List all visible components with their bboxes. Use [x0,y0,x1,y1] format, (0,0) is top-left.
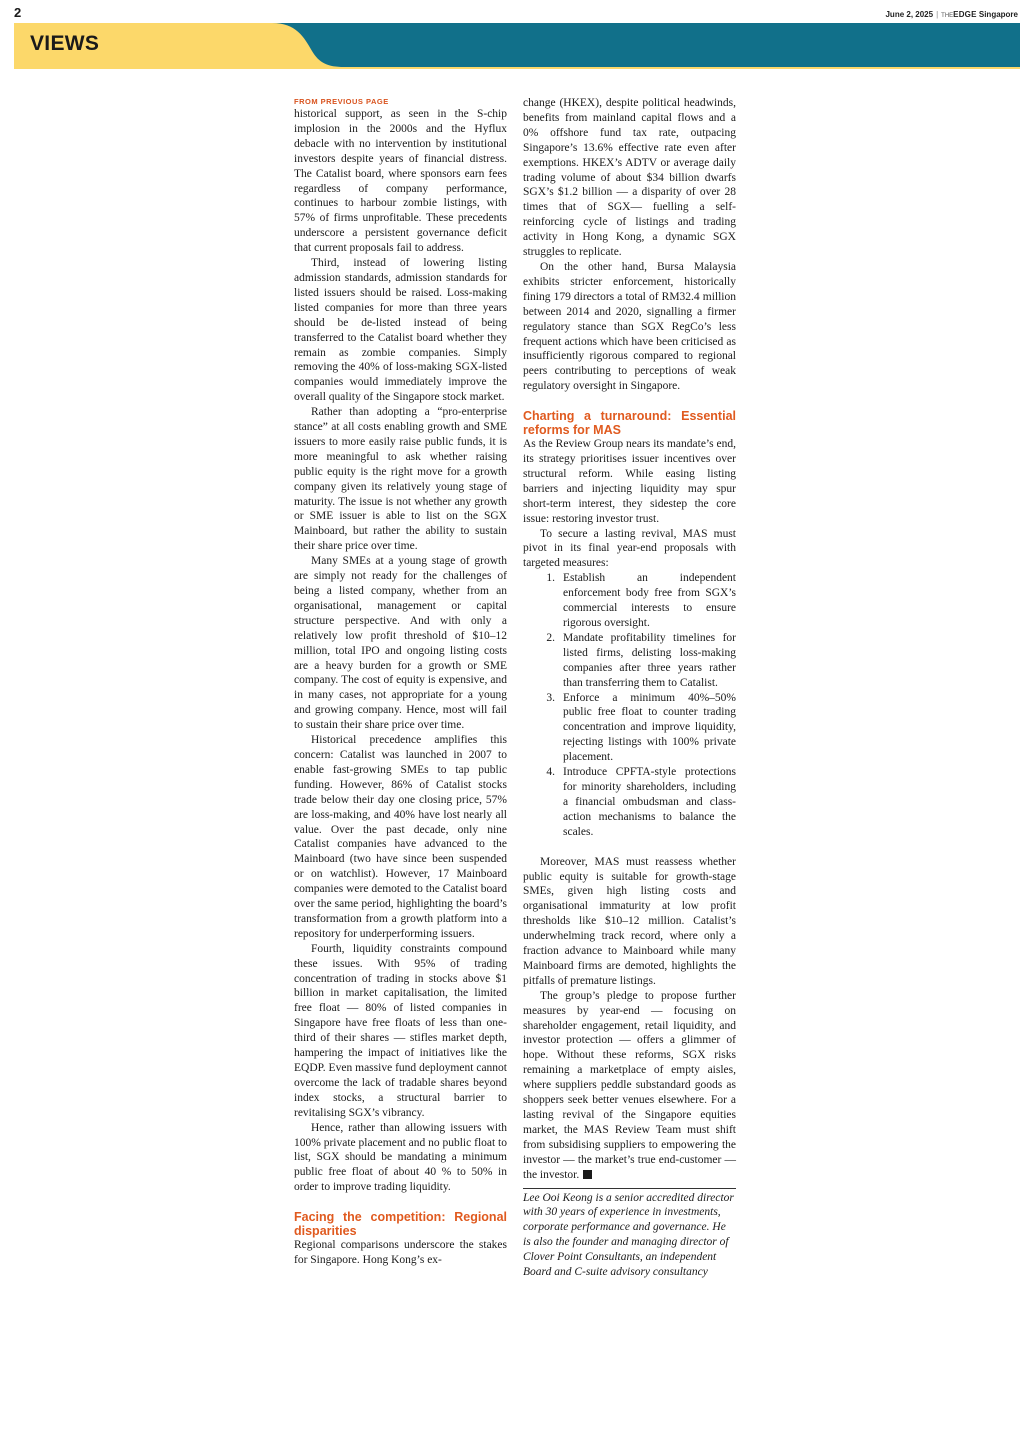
list-text: Enforce a minimum 40%–50% public free float to counter trading concentration and improve liquidity, rejecting listings with 100% private placement. [563,691,736,764]
subhead-turnaround: Charting a turnaround: Essential reforms for MAS [523,409,736,438]
paragraph: Fourth, liquidity constraints compound these issues. With 95% of trading concentration of trading in stocks above $1 billion in market capitalisation, the limited free float — 80% of listed companies in Singapore have free floats of less than one-third of their shares — stifles market depth, hampering the impact of initiatives like the EQDP. Even massive fund deployment cannot overcome the lack of tradable shares beyond index stocks, a structural barrier to revitalising SGX’s vibrancy. [294,942,507,1119]
author-bio: Lee Ooi Keong is a senior accredited director with 30 years of experience in investments, corporate performance and governance. He is also the founder and managing director of Clover Point Consultants, an independent Board and C-suite advisory consultancy [523,1191,734,1279]
paragraph: On the other hand, Bursa Malaysia exhibits stricter enforcement, historically fining 179 directors a total of RM32.4 million between 2014 and 2020, signalling a firmer regulatory stance than SGX RegCo’s less frequent actions which have been criticised as insufficiently rigorous compared to regional peers contributing to perceptions of weak regulatory oversight in Singapore. [523,260,736,393]
list-item [523,631,736,691]
paragraph: Historical precedence amplifies this concern: Catalist was launched in 2007 to enable fast-growing SMEs to tap public funding. However, 86% of Catalist stocks trade below their day one closing price, 57% are loss-making, and 40% have lost nearly all value. Over the past decade, only nine Catalist companies have advanced to the Mainboard (two have since been suspended or on watchlist). However, 17 Mainboard companies were demoted to the Catalist board over the same period, highlighting the board’s transformation from a growth platform into a repository for underperforming issuers. [294,734,507,940]
paragraph: change (HKEX), despite political headwinds, benefits from mainland capital flows and a 0% offshore fund tax rate, outpacing Singapore’s 13.6% effective rate even after exemptions. HKEX’s ADTV or average daily trading volume of about $34 billion dwarfs SGX’s $1.2 billion — a disparity of over 28 times that of SGX— fuelling a self-reinforcing cycle of listings and trading activity in Hong Kong, a dynamic SGX struggles to replicate. [523,97,736,259]
paragraph: Third, instead of lowering listing admission standards, admission standards for listed issuers should be raised. Loss-making listed companies for more than three years should be de-listed instead of being transferred to the Catalist board whether they remain as zombie companies. Simply removing the 40% of loss-making SGX-listed companies would immediately improve the overall quality of the Singapore stock market. [294,257,507,404]
issue-date: June 2, 2025 [885,10,934,19]
paragraph: Regional comparisons underscore the stakes for Singapore. Hong Kong’s ex- [294,1239,507,1267]
list-text: Mandate profitability timelines for listed firms, delisting loss-making companies after three years rather than transferring them to Catalist. [563,631,736,689]
page-number: 2 [14,5,22,20]
bio-divider [523,1188,736,1280]
paragraph: Moreover, MAS must reassess whether public equity is suitable for growth-stage SMEs, given high listing costs and organisational immaturity at low profit thresholds like $10–12 million. Catalist’s underwhelming track record, where only a fraction advance to Mainboard while many Mainboard firms are demoted, highlights the pitfalls of premature listings. [523,855,736,987]
banner-teal [272,23,1020,67]
section-title: VIEWS [30,32,100,55]
list-item [523,691,736,766]
paragraph: Rather than adopting a “pro-enterprise stance” at all costs enabling growth and SME issuers to more easily raise public funds, it is more meaningful to ask whether raising public equity is the right move for a growth company given its relatively young stage of maturity. The issue is not whether any growth or SME issuer is able to list on the SGX Mainboard, but rather the ability to sustain their share price over time. [294,406,507,553]
list-number: 2. [546,631,555,644]
paragraph: Hence, rather than allowing issuers with 100% private placement and no public float to list, SGX should be mandating a minimum public free float of about 40 % to 50% in order to improve trading liquidity. [294,1121,508,1194]
publication-region: Singapore [978,10,1018,19]
list-number: 4. [546,766,555,779]
article-column-1 [294,96,507,1268]
list-item [523,765,736,840]
list-number: 1. [546,572,555,585]
banner-graphic [14,23,1020,69]
paragraph-final [523,989,736,1183]
paragraph: historical support, as seen in the S-chip implosion in the 2000s and the Hyflux debacle with no intervention by institutional investors despite years of financial distress. The Catalist board, where sponsors earn fees regardless of company performance, continues to harbour zombie listings, with 57% of firms unprofitable. These precedents underscore a persistent governance deficit that current proposals fail to address. [294,108,507,255]
list-text: Establish an independent enforcement body free from SGX’s commercial interests to ensure rigorous oversight. [563,572,736,629]
article-column-2 [523,96,736,1280]
list-text: Introduce CPFTA-style protections for minority shareholders, including a financial ombudsman and class-action mechanisms to balance the scales. [563,766,736,838]
paragraph: Many SMEs at a young stage of growth are simply not ready for the challenges of being a listed company, whether from an organisational, management or capital structure perspective. And with only a relatively low profit threshold of $10–12 million, total IPO and ongoing listing costs are a heavy burden for a growth or SME company. The cost of equity is expensive, and in many cases, not appropriate for a young and growing company. Hence, most will fail to sustain their share price over time. [294,555,507,732]
subhead-competition: Facing the competition: Regional disparities [294,1210,507,1239]
section-banner [14,23,1020,69]
paragraph: To secure a lasting revival, MAS must pivot in its final year-end proposals with targeted measures: [523,527,736,570]
issue-info: June 2, 2025 | THEEDGE Singapore [885,10,1018,19]
final-text: The group’s pledge to propose further measures by year-end — focusing on shareholder engagement, retail liquidity, and investor protection — offers a glimmer of hope. Without these reforms, SGX risks remaining a marketplace of empty aisles, where suppliers peddle substandard goods as shoppers seek better venues elsewhere. For a lasting revival of the Singapore equities market, the MAS Review Team must shift from subsidising suppliers to empowering the investor — the market’s true end-customer — the investor. [523,989,736,1181]
measures-list [523,571,736,839]
publication-the: THE [941,13,954,19]
paragraph: As the Review Group nears its mandate’s end, its strategy prioritises issuer incentives over structural reform. While easing listing barriers and injecting liquidity may spur short-term interest, they sidestep the core issue: restoring investor trust. [523,438,736,525]
publication-logo: EDGE [953,10,977,19]
list-item [523,571,736,631]
end-mark-icon: E [583,1170,592,1179]
list-number: 3. [546,691,555,704]
kicker: FROM PREVIOUS PAGE [294,97,389,106]
